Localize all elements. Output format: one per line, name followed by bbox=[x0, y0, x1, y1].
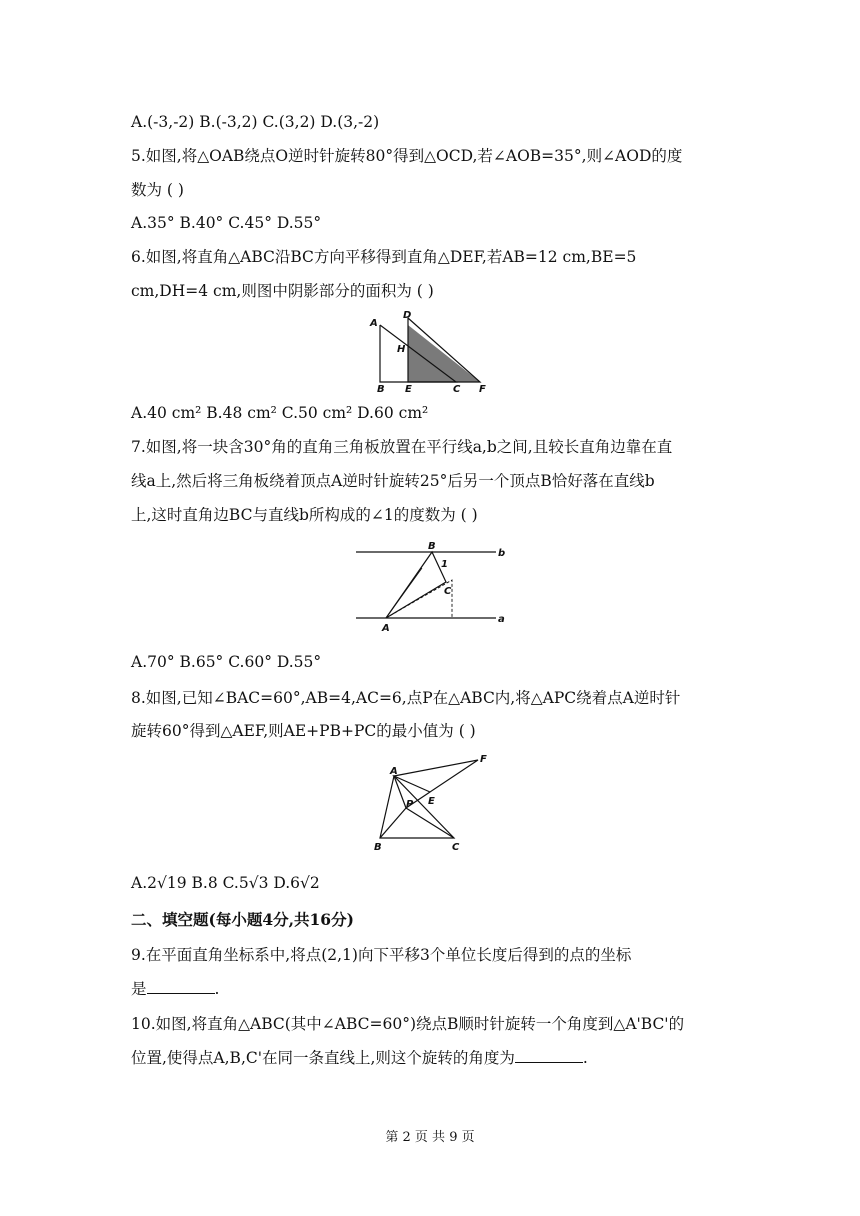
q7-stem-line3: 上,这时直角边BC与直线b所构成的∠1的度数为 ( ) bbox=[131, 506, 478, 524]
q9-stem-line1: 9.在平面直角坐标系中,将点(2,1)向下平移3个单位长度后得到的点的坐标 bbox=[131, 946, 632, 964]
q10-answer-blank[interactable] bbox=[515, 1048, 583, 1063]
q8-label-c: C bbox=[452, 842, 460, 853]
q7-figure bbox=[352, 538, 512, 638]
q8-label-p: P bbox=[406, 799, 414, 810]
q7-label-b: B bbox=[428, 541, 436, 552]
q7-label-a: A bbox=[382, 623, 390, 634]
q6-stem-line1: 6.如图,将直角△ABC沿BC方向平移得到直角△DEF,若AB=12 cm,BE=5 bbox=[131, 248, 637, 266]
q8-figure bbox=[368, 752, 498, 856]
q6-options: A.40 cm² B.48 cm² C.50 cm² D.60 cm² bbox=[131, 404, 429, 422]
q6-label-f: F bbox=[479, 384, 486, 394]
q6-stem-line2: cm,DH=4 cm,则图中阴影部分的面积为 ( ) bbox=[131, 282, 434, 300]
q5-options: A.35° B.40° C.45° D.55° bbox=[131, 214, 322, 232]
q6-label-d: D bbox=[403, 310, 412, 321]
q5-stem-line1: 5.如图,将△OAB绕点O逆时针旋转80°得到△OCD,若∠AOB=35°,则∠AOD的度 bbox=[131, 147, 683, 165]
q10-stem-line2: 位置,使得点A,B,C'在同一条直线上,则这个旋转的角度为 . bbox=[131, 1049, 588, 1067]
q7-label-c: C bbox=[444, 586, 452, 597]
q7-stem-line1: 7.如图,将一块含30°角的直角三角板放置在平行线a,b之间,且较长直角边靠在直 bbox=[131, 438, 673, 456]
q8-stem-line2: 旋转60°得到△AEF,则AE+PB+PC的最小值为 ( ) bbox=[131, 722, 476, 740]
q9-answer-blank[interactable] bbox=[147, 979, 215, 994]
page-footer: 第 2 页 共 9 页 bbox=[385, 1130, 475, 1145]
q6-label-b: B bbox=[377, 384, 385, 394]
q9-stem-text: 是 bbox=[131, 980, 147, 998]
q8-label-b: B bbox=[374, 842, 382, 853]
q7-line-label-b: b bbox=[498, 548, 506, 559]
q9-stem-line2: 是 . bbox=[131, 980, 220, 998]
q8-triangle-abc bbox=[380, 776, 454, 838]
q7-original-triangle bbox=[386, 580, 452, 618]
q4-options: A.(-3,-2) B.(-3,2) C.(3,2) D.(3,-2) bbox=[131, 113, 380, 131]
q7-line-label-a: a bbox=[498, 614, 505, 625]
q7-label-1: 1 bbox=[441, 559, 448, 570]
q5-stem-line2: 数为 ( ) bbox=[131, 181, 184, 199]
q8-label-e: E bbox=[428, 796, 435, 807]
q10-stem-line1: 10.如图,将直角△ABC(其中∠ABC=60°)绕点B顺时针旋转一个角度到△A'BC'的 bbox=[131, 1015, 685, 1033]
q8-options: A.2√19 B.8 C.5√3 D.6√2 bbox=[131, 874, 320, 892]
q8-stem-line1: 8.如图,已知∠BAC=60°,AB=4,AC=6,点P在△ABC内,将△APC绕着点A逆时针 bbox=[131, 689, 681, 707]
q7-stem-line2: 线a上,然后将三角板绕着顶点A逆时针旋转25°后另一个顶点B恰好落在直线b bbox=[131, 472, 655, 490]
q8-label-f: F bbox=[480, 754, 487, 765]
q7-hatch-1 bbox=[386, 568, 422, 618]
q6-label-e: E bbox=[405, 384, 412, 394]
q6-label-h: H bbox=[397, 344, 406, 355]
q10-stem-text: 位置,使得点A,B,C'在同一条直线上,则这个旋转的角度为 bbox=[131, 1049, 515, 1067]
q8-label-a: A bbox=[390, 766, 398, 777]
q6-label-a: A bbox=[370, 318, 378, 329]
q6-figure bbox=[365, 308, 495, 394]
q7-options: A.70° B.65° C.60° D.55° bbox=[131, 653, 322, 671]
q8-triangle-aef bbox=[394, 760, 478, 792]
q7-triangle-abc bbox=[386, 552, 446, 618]
section-2-heading: 二、填空题(每小题4分,共16分) bbox=[131, 910, 354, 929]
q6-label-c: C bbox=[453, 384, 461, 394]
